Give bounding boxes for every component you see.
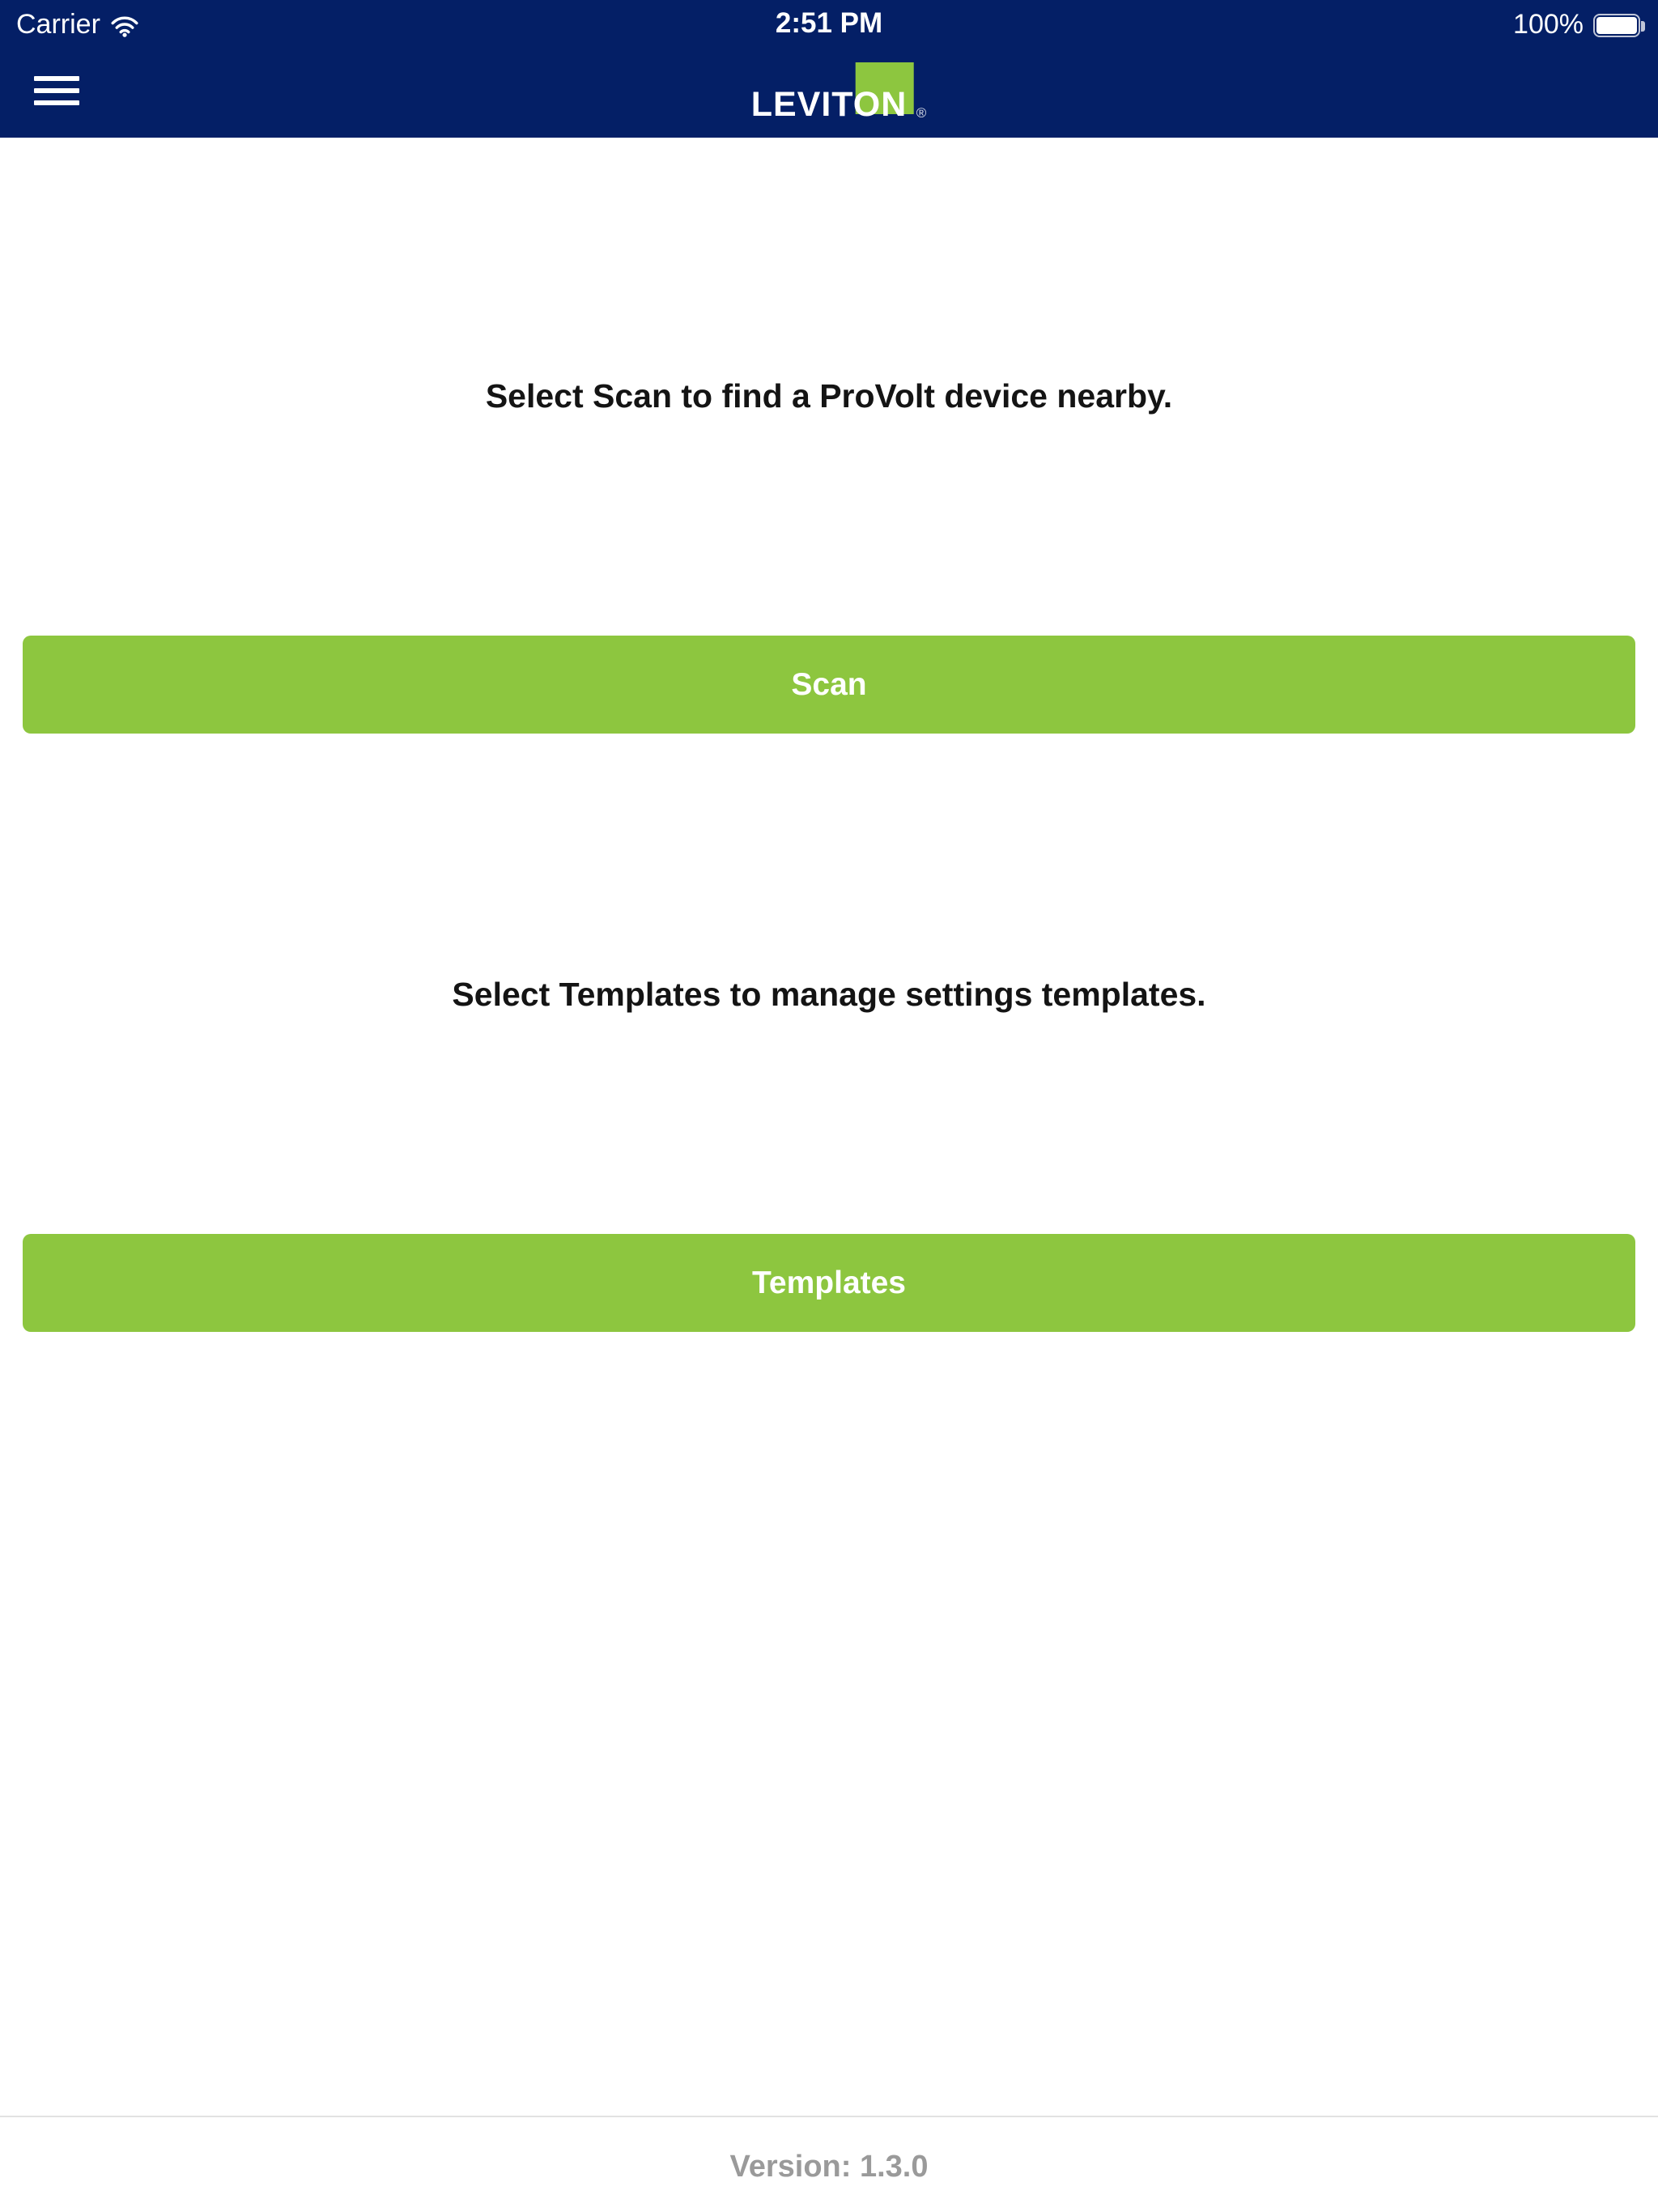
- carrier-label: Carrier: [16, 9, 100, 40]
- battery-percent-label: 100%: [1513, 9, 1584, 40]
- hamburger-menu-icon: [34, 76, 79, 81]
- registered-trademark-symbol: ®: [916, 105, 927, 121]
- leviton-wordmark: LEVITON: [750, 85, 908, 124]
- leviton-logo: [750, 85, 927, 124]
- scan-button[interactable]: Scan: [23, 636, 1635, 734]
- battery-icon: [1593, 14, 1640, 37]
- templates-instruction-text: Select Templates to manage settings templates.: [452, 976, 1206, 1013]
- app-header: [0, 0, 1658, 138]
- footer-divider: [0, 2116, 1658, 2117]
- hamburger-menu-icon: [34, 88, 79, 93]
- menu-button[interactable]: [32, 74, 81, 107]
- hamburger-menu-icon: [34, 100, 79, 105]
- scan-instruction-text: Select Scan to find a ProVolt device nearby.: [485, 377, 1173, 415]
- version-label: Version: 1.3.0: [729, 2150, 929, 2184]
- battery-cap: [1641, 21, 1645, 32]
- status-time: 2:51 PM: [775, 7, 883, 39]
- battery-level-fill: [1596, 17, 1637, 34]
- status-battery-group: [1513, 8, 1640, 40]
- templates-button[interactable]: Templates: [23, 1234, 1635, 1332]
